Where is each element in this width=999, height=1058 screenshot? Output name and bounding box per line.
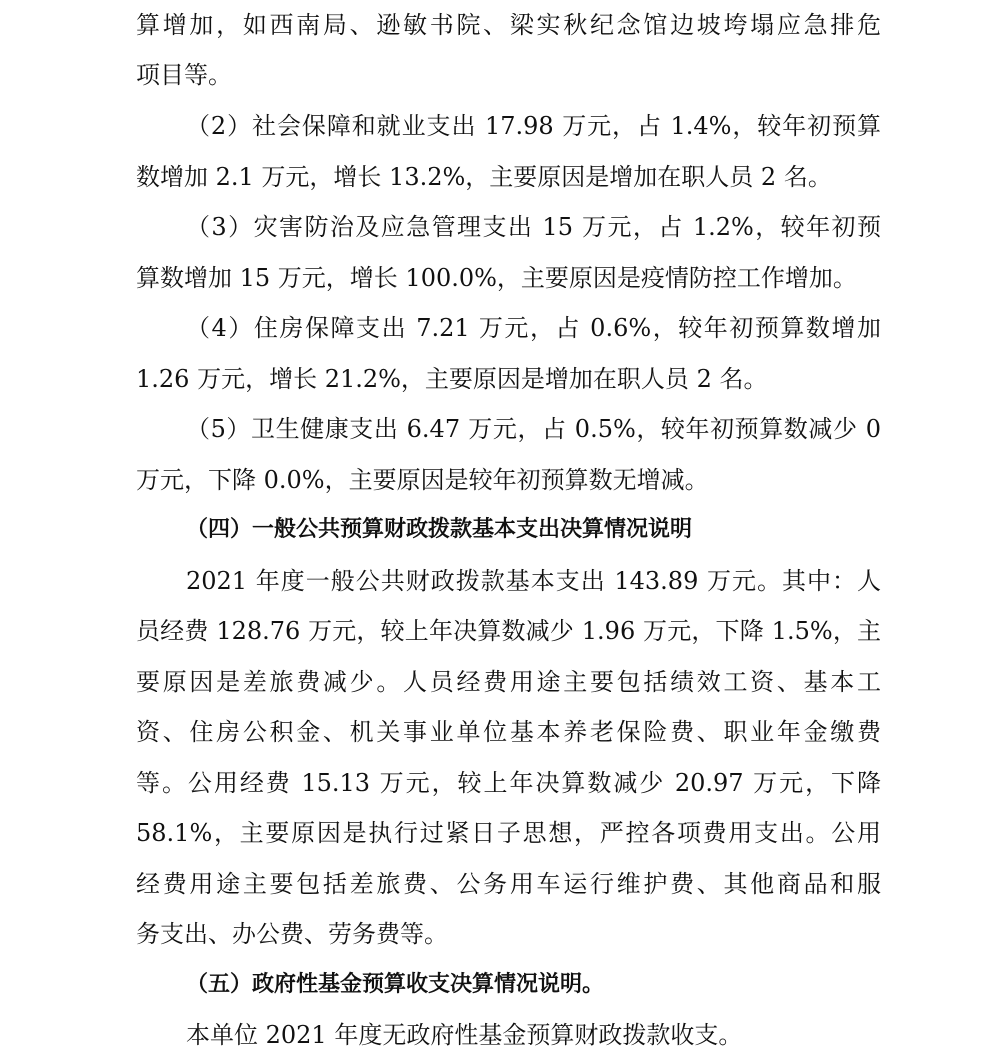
text-line: 资、住房公积金、机关事业单位基本养老保险费、职业年金缴费 [136,718,881,746]
text-line: 58.1%，主要原因是执行过紧日子思想，严控各项费用支出。公用 [136,819,881,847]
text-line: 等。公用经费 15.13 万元，较上年决算数减少 20.97 万元，下降 [136,769,881,797]
text-line: 项目等。 [136,61,232,89]
text-line: （4）住房保障支出 7.21 万元，占 0.6%，较年初预算数增加 [186,314,881,342]
text-line: （2）社会保障和就业支出 17.98 万元，占 1.4%，较年初预算 [186,112,881,140]
text-line: （5）卫生健康支出 6.47 万元，占 0.5%，较年初预算数减少 0 [186,415,881,443]
text-line: 数增加 2.1 万元，增长 13.2%，主要原因是增加在职人员 2 名。 [136,163,832,191]
text-line: 要原因是差旅费减少。人员经费用途主要包括绩效工资、基本工 [136,668,881,696]
text-line: 算数增加 15 万元，增长 100.0%，主要原因是疫情防控工作增加。 [136,264,857,292]
text-line: 算增加，如西南局、逊敏书院、梁实秋纪念馆边坡垮塌应急排危 [136,11,881,39]
text-line: （3）灾害防治及应急管理支出 15 万元，占 1.2%，较年初预 [186,213,881,241]
text-line: 本单位 2021 年度无政府性基金预算财政拨款收支。 [186,1021,743,1049]
text-line: 经费用途主要包括差旅费、公务用车运行维护费、其他商品和服 [136,870,881,898]
section-heading: （五）政府性基金预算收支决算情况说明。 [186,972,605,997]
section-heading: （四）一般公共预算财政拨款基本支出决算情况说明 [186,517,693,542]
text-line: 万元，下降 0.0%，主要原因是较年初预算数无增减。 [136,466,709,494]
text-line: 2021 年度一般公共财政拨款基本支出 143.89 万元。其中：人 [186,567,881,595]
text-line: 员经费 128.76 万元，较上年决算数减少 1.96 万元，下降 1.5%，主 [136,617,881,645]
text-line: 1.26 万元，增长 21.2%，主要原因是增加在职人员 2 名。 [136,365,768,393]
text-line: 务支出、办公费、劳务费等。 [136,920,448,948]
